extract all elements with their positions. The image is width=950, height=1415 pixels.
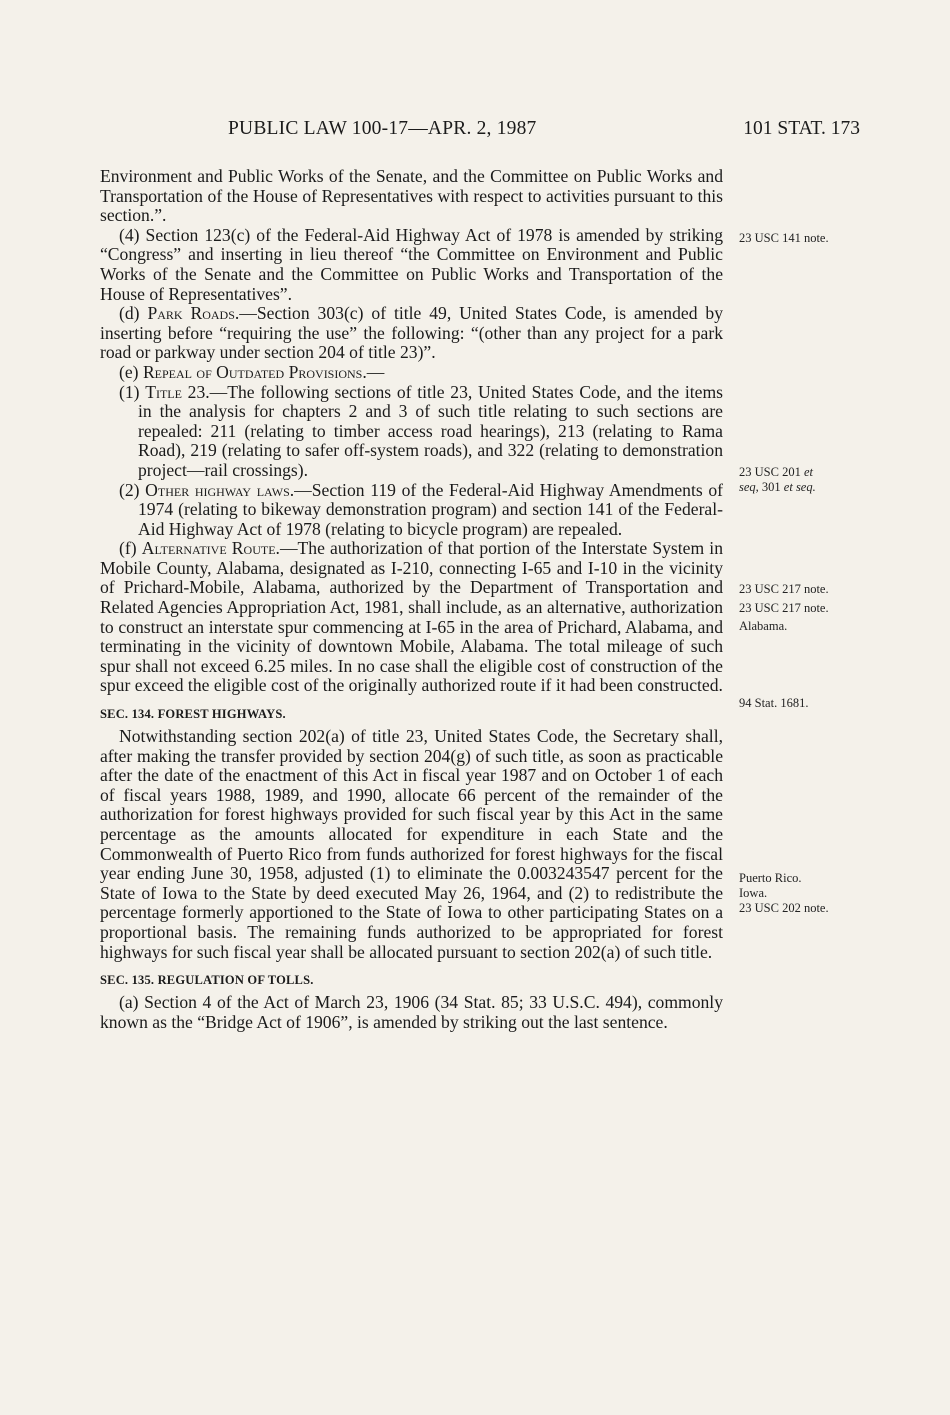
paragraph-section-4: (4) Section 123(c) of the Federal-Aid Highway Act of 1978 is amended by striking “Congress” and inserting in lieu thereof “the Committee on Environment and Public Works of the Senate and the Committee on Public Works and Transportation of the House of Representatives”. [100,224,723,304]
paragraph-text: —The following sections of title 23, United States Code, and the items in the analysis for chapters 2 and 3 of such title relating to such sections are repealed: 211 (relating to timber access road hearings), 213 (relating to Rama Road), 219 (relating to safer off-system roads), and 322 (relating to demonstration project—rail crossings). [138,381,723,480]
paragraph-alternative-route [100,539,723,696]
paragraph-regulation-of-tolls: (a) Section 4 of the Act of March 23, 1906 (34 Stat. 85; 33 U.S.C. 494), commonly known as the “Bridge Act of 1906”, is amended by striking out the last sentence. [100,992,723,1032]
paragraph-label: (2) [119,479,146,500]
paragraph-park-roads [100,304,723,363]
paragraph-label: (e) [119,361,143,382]
paragraph-label: (1) [119,381,146,402]
statute-page-number: 101 STAT. 173 [743,118,860,139]
paragraph-heading: Park Roads. [147,303,240,324]
section-heading-134: SEC. 134. FOREST HIGHWAYS. [100,707,286,722]
section-heading-135: SEC. 135. REGULATION OF TOLLS. [100,973,314,988]
paragraph-heading: Other highway laws. [145,479,295,500]
paragraph-repeal [100,363,723,383]
paragraph-text: — [366,361,385,382]
margin-note: Alabama. [739,619,788,633]
margin-note: 23 USC 201 et seq, 301 et seq. [739,465,816,494]
paragraph-title-23 [100,383,723,481]
paragraph-other-highway-laws [100,481,723,540]
page-header [100,118,860,148]
margin-note: 94 Stat. 1681. [739,696,809,710]
paragraph-label: (d) [119,303,148,324]
margin-note: 23 USC 217 note. [739,582,829,596]
paragraph-heading: Alternative Route. [141,538,280,559]
paragraph-text: —Section 119 of the Federal-Aid Highway Amendments of 1974 (relating to bikeway demonstration program) and section 141 of the Federal-Aid Highway Act of 1978 (relating to bicycle program) are repealed. [138,479,723,539]
paragraph-label: (f) [119,538,142,559]
margin-note: Puerto Rico. [739,871,802,885]
margin-note: Iowa. [739,886,768,900]
body-text [100,167,723,1032]
running-head-title: PUBLIC LAW 100-17—APR. 2, 1987 [228,118,537,139]
margin-note: 23 USC 202 note. [739,901,829,915]
paragraph-heading: Title 23. [145,381,210,402]
paragraph-heading: Repeal of Outdated Provisions. [142,361,367,382]
paragraph-text: —The authorization of that portion of the Interstate System in Mobile County, Alabama, designated as I-210, connecting I-65 and I-10 in the vicinity of Prichard-Mobile, Alabama, authorized by the Department of Transportation and Related Agencies Appropriation Act, 1981, shall include, as an alternative, authorization to construct an interstate spur commencing at I-65 in the area of Prichard, Alabama, and terminating in the vicinity of downtown Mobile, Alabama. The total mileage of such spur shall not exceed 6.25 miles. In no case shall the eligible cost of construction of the spur exceed the eligible cost of the originally authorized route if it had been constructed. [100,538,723,696]
margin-note: 23 USC 141 note. [739,231,829,245]
margin-note: 23 USC 217 note. [739,601,829,615]
paragraph-forest-highways: Notwithstanding section 202(a) of title 23, United States Code, the Secretary shall, after making the transfer provided by section 204(g) of such title, as soon as practicable after the date of the enactment of this Act in fiscal year 1987 and on October 1 of each of fiscal years 1988, 1989, and 1990, allocate 66 percent of the remainder of the authorization for forest highways provided for such fiscal year by this Act in the same percentage as the amounts allocated for expenditure in each State and the Commonwealth of Puerto Rico from funds authorized for forest highways for the fiscal year ending June 30, 1958, adjusted (1) to eliminate the 0.003243547 percent for the State of Iowa to the State by deed executed May 26, 1964, and (2) to redistribute the percentage formerly apportioned to the State of Iowa to other participating States on a proportional basis. The remaining funds authorized to be appropriated for forest highways for such fiscal year shall be allocated pursuant to section 202(a) of such title. [100,726,723,962]
paragraph-continuation: Environment and Public Works of the Senate, and the Committee on Public Works and Transportation of the House of Representatives with respect to activities pursuant to this section.”. [100,166,723,226]
paragraph-text: —Section 303(c) of title 49, United States Code, is amended by inserting before “requiring the use” the following: “(other than any project for a park road or parkway under section 204 of title 23)”. [100,303,723,363]
